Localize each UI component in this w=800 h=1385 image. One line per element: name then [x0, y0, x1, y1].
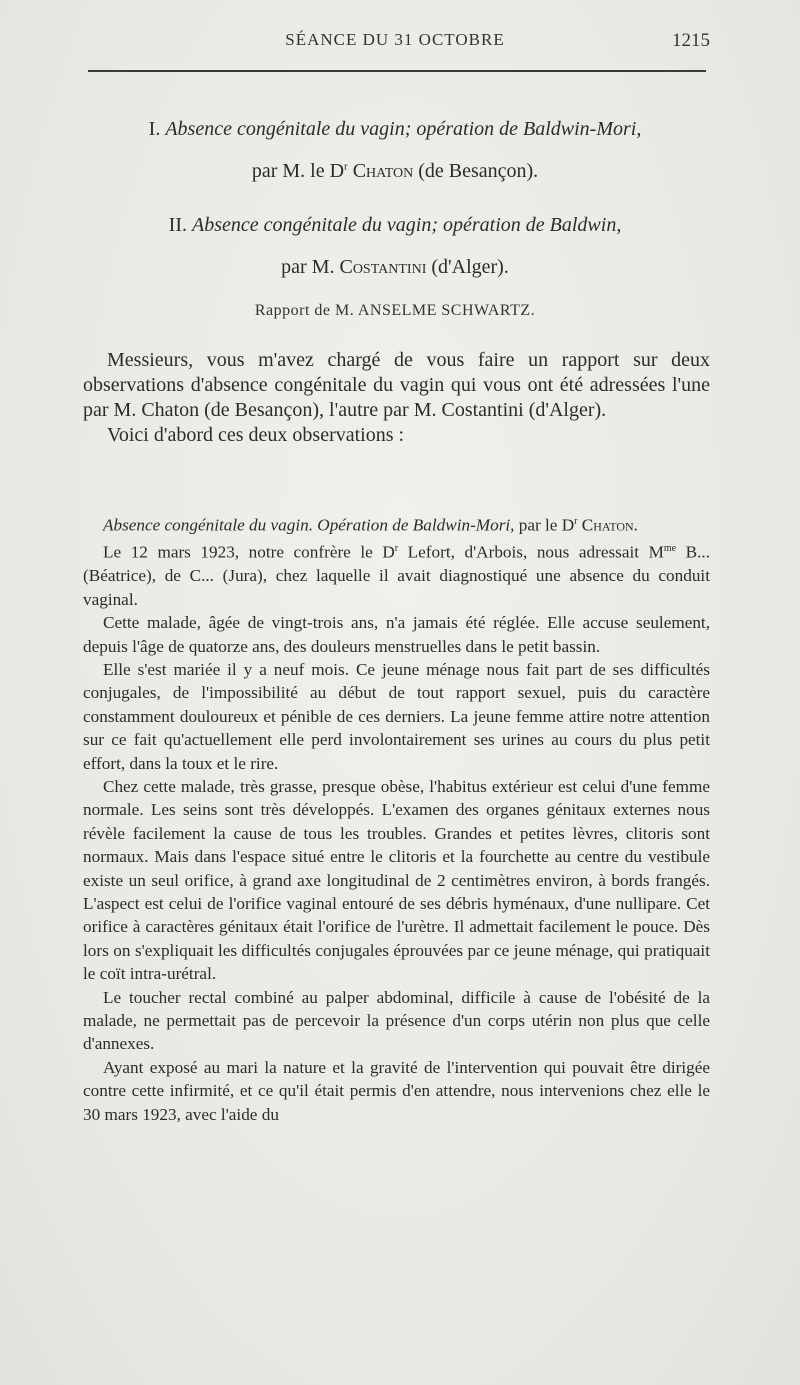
heading-1-author: [80, 160, 710, 183]
heading-2-text: Absence congénitale du vagin; opération de Baldwin,: [191, 214, 622, 236]
observation-p1-sup1: r: [394, 543, 399, 555]
running-header: [80, 30, 710, 56]
observation-by-sup: r: [574, 516, 578, 527]
observation-p1-mid: Lefort, d'Arbois, nous adressait M: [398, 542, 664, 562]
heading-2-author-pre: par M.: [281, 256, 340, 278]
rapport-line: Rapport de M. ANSELME SCHWARTZ.: [254, 302, 536, 319]
intro-text: [83, 348, 710, 448]
observation-by-name: Chaton.: [577, 515, 638, 535]
running-title: SÉANCE DU 31 OCTOBRE: [285, 30, 505, 49]
heading-1-text: Absence congénitale du vagin; opération de Baldwin-Mori,: [165, 118, 642, 140]
heading-1-author-pre: par M. le D: [251, 160, 345, 182]
heading-2-author-post: (d'Alger).: [426, 256, 509, 278]
observation-paragraph: [83, 537, 710, 611]
heading-1-author-sup: r: [344, 160, 348, 173]
heading-2-prefix: II.: [168, 214, 192, 236]
page-number: 1215: [672, 30, 710, 51]
heading-1-title: [80, 118, 710, 141]
header-rule: [88, 70, 706, 72]
heading-1-prefix: I.: [148, 118, 166, 140]
observation-p1-sup2: me: [663, 543, 677, 555]
heading-2-author-name: Costantini: [339, 256, 427, 278]
observation-paragraph: Le toucher rectal combiné au palper abdominal, difficile à cause de l'obésité de la malade, ne permettait pas de percevoir la présence d'un corps utérin non plus que celle d'annexes.: [83, 987, 710, 1054]
heading-2-author: [80, 256, 710, 279]
observation-p1-post: B... (Béatrice), de C... (Jura), chez laquelle il avait diagnostiqué une absence du conduit vaginal.: [83, 542, 711, 609]
observation-title: [83, 510, 710, 537]
observation-text: [83, 510, 710, 1126]
observation-paragraph: Ayant exposé au mari la nature et la gravité de l'intervention qui pouvait être dirigée contre cette infirmité, et ce qu'il était permis d'en attendre, nous intervenions chez elle le 30 mars 1923, avec l'aide du: [83, 1057, 710, 1124]
heading-1-author-name: Chaton: [352, 160, 414, 182]
heading-2-title: [80, 214, 710, 237]
observation-by-pre: par le D: [514, 515, 575, 535]
intro-paragraph: Messieurs, vous m'avez chargé de vous faire un rapport sur deux observations d'absence congénitale du vagin qui vous ont été adressées l'une par M. Chaton (de Besançon), l'autre par M. Costantini (d'Alger).: [83, 349, 710, 421]
observation-paragraph: Cette malade, âgée de vingt-trois ans, n'a jamais été réglée. Elle accuse seulement, depuis l'âge de quatorze ans, des douleurs menstruelles dans le petit bassin.: [83, 613, 710, 656]
observation-p1-pre: Le 12 mars 1923, notre confrère le D: [103, 542, 395, 562]
heading-1-author-post: (de Besançon).: [413, 160, 539, 182]
observation-title-text: Absence congénitale du vagin. Opération de Baldwin-Mori,: [103, 515, 515, 535]
observation-paragraph: Elle s'est mariée il y a neuf mois. Ce jeune ménage nous fait part de ses difficultés conjugales, de l'impossibilité au début de tout rapport sexuel, puis du caractère constamment douloureux et pénible de ces derniers. La jeune femme attire notre attention sur ce fait qu'actuellement elle perd involontairement ses urines au cours du plus petit effort, dans la toux et le rire.: [83, 659, 710, 773]
intro-paragraph: Voici d'abord ces deux observations :: [107, 424, 405, 446]
observation-paragraph: Chez cette malade, très grasse, presque obèse, l'habitus extérieur est celui d'une femme normale. Les seins sont très développés. L'examen des organes génitaux externes nous révèle facilement la cause de tous les troubles. Grandes et petites lèvres, clitoris sont normaux. Mais dans l'espace situé entre le clitoris et la fourchette au centre du vestibule existe un seul orifice, à grand axe longitudinal de 2 centimètres environ, à bords frangés. L'aspect est celui de l'orifice vaginal entouré de ses débris hyménaux, d'une nullipare. Cet orifice à caractères génitaux était l'orifice de l'urètre. Il admettait facilement le pouce. Dès lors on s'expliquait les difficultés conjugales éprouvées par ce jeune ménage, qui pratiquait le coït intra-urétral.: [83, 776, 710, 984]
